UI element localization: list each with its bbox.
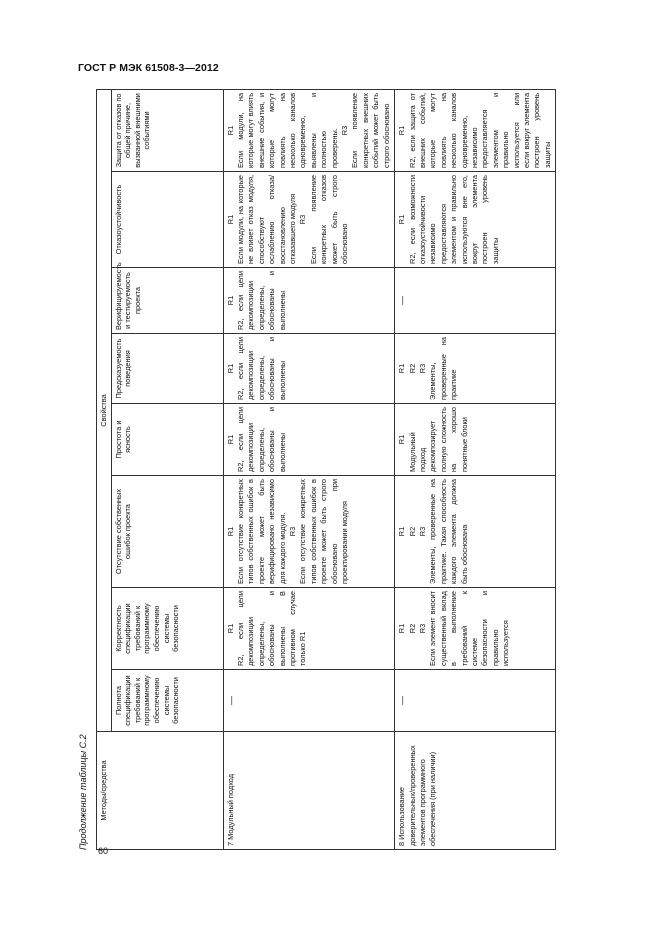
- cell-text: Если модули, на которые не влияет отказ модуля, способствуют ослаблению отказа/восстановлению отказавшего модуля: [236, 175, 298, 264]
- rating: R2: [407, 623, 417, 634]
- rating: R1: [225, 526, 235, 537]
- properties-table: [96, 89, 556, 850]
- rating: R1: [397, 623, 407, 634]
- col-header-no-design-errors: Отсутствие собственных ошибок проекта: [111, 476, 223, 588]
- cell-text: R2, если цели декомпозиции определены, обоснованы и выполнены В противном случае только R1: [236, 591, 308, 666]
- cell-value: —: [397, 296, 408, 305]
- rating: R1: [225, 363, 235, 374]
- cell-text: R2, если цели декомпозиции определены, обоснованы и выполнены: [236, 337, 287, 400]
- cell-text: R2, если возможности отказоустойчивости независимо предоставляются элементом и правильно используются вне его, вокруг элемента построен уровень защиты: [407, 175, 500, 264]
- rating: R1: [397, 363, 407, 374]
- rating: R1: [397, 214, 407, 225]
- cell-text: Если элемент вносит существенный вклад в выполнение требований к системе безопасности и правильно используется: [428, 591, 511, 666]
- rating: R1: [225, 214, 235, 225]
- cell-text: Если появление конкретных внешних событий может быть строго обосновано: [350, 92, 391, 168]
- cell-value: —: [225, 696, 236, 705]
- cell-text: R2, если защита от внешних событий, которые могут повлиять на несколько каналов одновременно, независимо предоставляется элементом и правильно используется или если вокруг элемента построен уровень защиты: [407, 92, 552, 168]
- rating: R3: [298, 214, 308, 225]
- cell-value: —: [397, 696, 408, 705]
- cell-text: Элементы, проверенные на практике: [428, 337, 459, 400]
- rotated-table-region: [78, 90, 552, 850]
- col-header-predictability: Предсказуемость поведения: [111, 334, 223, 404]
- rating: R1: [225, 434, 235, 445]
- document-header: ГОСТ Р МЭК 61508-3—2012: [78, 62, 219, 74]
- cell-text: R2, если цели декомпозиции определены, обоснованы и выполнены: [236, 271, 287, 330]
- col-header-correctness: Корректность спецификации требований к программному обеспечению системы безопасности: [111, 588, 223, 670]
- cell-text: Если отсутствие конкретных типов собственных ошибок в проекте может быть верифицировано независимо для каждого модуля.: [236, 479, 287, 584]
- cell-text: Элементы, проверенные на практике. Такая способность каждого элемента должна быть обоснована: [428, 479, 469, 584]
- col-group-properties: Свойства: [97, 89, 112, 731]
- cell-text: Если отсутствие конкретных типов собственных ошибок в проекте может быть строго обосновано при проектировании модуля: [298, 479, 350, 584]
- table-caption: Продолжение таблицы С.2: [78, 734, 88, 850]
- rating: R3: [340, 125, 350, 136]
- rating: R2: [407, 363, 417, 374]
- rating: R1: [397, 526, 407, 537]
- rating: R3: [288, 526, 298, 537]
- rating: R1: [225, 295, 235, 306]
- rating: R3: [417, 623, 427, 634]
- row-method: 7 Модульный подход: [223, 732, 395, 850]
- rating: R1: [225, 125, 235, 136]
- rating: R2: [407, 526, 417, 537]
- col-header-verifiability: Верифицируемость и тестируемость проекта: [111, 268, 223, 334]
- rating: R3: [417, 363, 427, 374]
- cell-text: Если модули, на которые могут влиять внешние события, и которые могут повлиять на несколько каналов одновременно, выявлены и полностью проверены.: [236, 92, 339, 168]
- col-header-common-cause: Защита от отказов по общей причине, вызванной внешними событиями: [111, 89, 223, 171]
- table-row: [395, 89, 556, 849]
- rating: R1: [397, 125, 407, 136]
- col-header-simplicity: Простота и ясность: [111, 404, 223, 476]
- col-header-method: Методы/средства: [97, 732, 224, 850]
- rating: R3: [417, 526, 427, 537]
- rating: R1: [225, 623, 235, 634]
- cell-text: R2, если цели декомпозиции определены, обоснованы и выполнены: [236, 407, 287, 472]
- page-number: 60: [98, 846, 109, 856]
- col-header-fault-tolerance: Отказоустойчивость: [111, 172, 223, 268]
- rating: R1: [397, 434, 407, 445]
- cell-text: Модульный подход декомпозирует полную сложность на хорошо понятные блоки: [407, 407, 469, 472]
- table-row: [223, 89, 395, 849]
- row-method: 8 Использование доверительных/проверенных элементов программного обеспечения (при наличии): [395, 732, 556, 850]
- col-header-completeness: Полнота спецификации требований к программному обеспечению системы безопасности: [111, 670, 223, 732]
- cell-text: Если появление конкретных отказов может быть строго обосновано: [308, 175, 350, 264]
